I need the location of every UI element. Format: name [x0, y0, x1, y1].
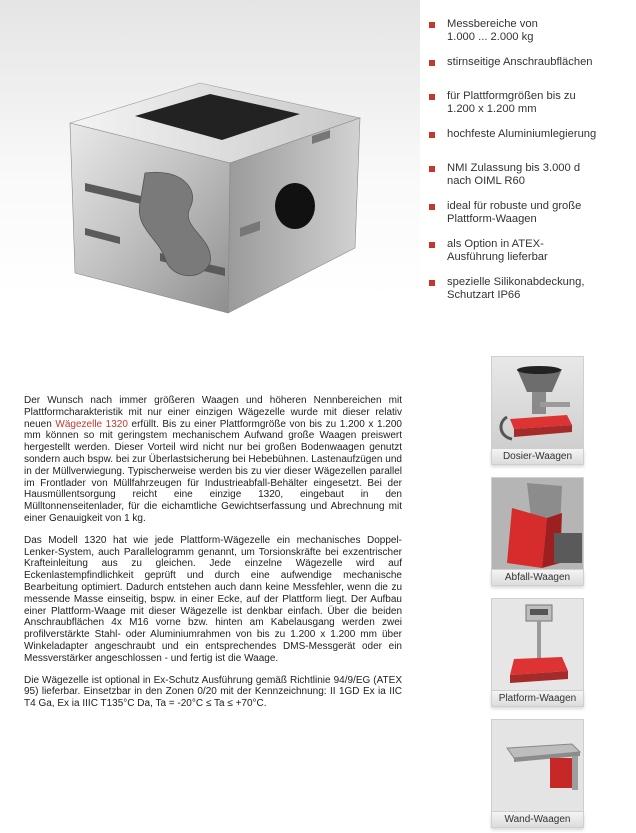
- feature-item: [425, 90, 635, 116]
- feature-line: NMI Zulassung bis 3.000 d: [447, 162, 581, 174]
- bullet-icon: [429, 60, 435, 66]
- load-cell-image: [50, 78, 390, 338]
- feature-line: stirnseitige Anschraubflächen: [447, 56, 593, 68]
- feature-item: [425, 128, 635, 141]
- bullet-icon: [429, 242, 435, 248]
- body-text: [24, 395, 402, 720]
- feature-item: [425, 200, 635, 226]
- thumbnail-caption: Dosier-Waagen: [491, 449, 584, 465]
- feature-item: [425, 162, 635, 188]
- bullet-icon: [429, 166, 435, 172]
- feature-item: [425, 56, 635, 69]
- thumbnail-wand: [491, 719, 584, 828]
- thumbnail-caption: Wand-Waagen: [491, 812, 584, 828]
- feature-line: Schutzart IP66: [447, 289, 521, 301]
- feature-line: 1.200 x 1.200 mm: [447, 103, 537, 115]
- feature-line: 1.000 ... 2.000 kg: [447, 31, 534, 43]
- thumbnail-abfall: [491, 477, 584, 586]
- feature-item: [425, 276, 635, 302]
- dosier-scale-image: [491, 356, 584, 449]
- feature-item: [425, 238, 635, 264]
- feature-item: [425, 18, 635, 44]
- feature-line: hochfeste Aluminiumlegierung: [447, 128, 597, 140]
- bullet-icon: [429, 204, 435, 210]
- platform-scale-image: [491, 598, 584, 691]
- feature-line: Plattform-Waagen: [447, 213, 537, 225]
- bullet-icon: [429, 94, 435, 100]
- bullet-icon: [429, 280, 435, 286]
- product-highlight: Wägezelle 1320: [55, 418, 128, 430]
- feature-line: nach OIML R60: [447, 175, 525, 187]
- thumbnail-platform: [491, 598, 584, 707]
- paragraph-design: Das Modell 1320 hat wie jede Plattform-Wägezelle ein mechanisches Doppel-Lenker-System, auch Parallelogramm genannt, um Torsionskräfte bei exzentrischer Krafteinleitung aus zu gleichen. Jede einzelne Wägezelle wird auf Eckenlastempfindlichkeit geprüft und durch eine aufwendige mechanische Bearbeitung optimiert. Dadurch entstehen auch dann keine Messfehler, wenn die zu messende Masse einseitig, bspw. in einer Ecke, auf der Plattform liegt. Der Aufbau einer Plattform-Waage mit dieser Wägezelle ist denkbar einfach. Über die beiden Anschraubflächen 4x M16 vorne bzw. hinten am Kabelausgang werden zwei profilverstärkte Stahl- oder Aluminiumrahmen von bis zu 1.200 x 1.200 mm über Winkeladapter angeschraubt und ein entsprechendes DMS-Messgerät oder ein Messverstärker angeschlossen - und fertig ist die Waage.: [24, 534, 402, 664]
- paragraph-text: Der Wunsch nach immer größeren Waagen und höheren Nennbereichen mit Plattformcharakteristik mit nur einer einzigen Wägezelle wurde mit dieser relativ neuen: [24, 395, 402, 430]
- thumbnail-dosier: [491, 356, 584, 465]
- paragraph-atex: Die Wägezelle ist optional in Ex-Schutz Ausführung gemäß Richtlinie 94/9/EG (ATEX 95) lieferbar. Einsetzbar in den Zonen 0/20 mit der Kennzeichnung: II 1GD Ex ia IIC T4 Ga, Ex ia IIIC T135°C Da, Ta = -20°C ≤ Ta ≤ +70°C.: [24, 674, 402, 710]
- bullet-icon: [429, 132, 435, 138]
- feature-list: [425, 14, 635, 302]
- feature-line: spezielle Silikonabdeckung,: [447, 276, 585, 288]
- feature-line: als Option in ATEX-: [447, 238, 544, 250]
- feature-line: Ausführung lieferbar: [447, 251, 548, 263]
- thumbnail-caption: Platform-Waagen: [491, 691, 584, 707]
- feature-line: ideal für robuste und große: [447, 200, 582, 212]
- feature-line: für Plattformgrößen bis zu: [447, 90, 576, 102]
- wand-scale-image: [491, 719, 584, 812]
- abfall-scale-image: [491, 477, 584, 570]
- bullet-icon: [429, 22, 435, 28]
- thumbnail-caption: Abfall-Waagen: [491, 570, 584, 586]
- paragraph-intro: [24, 395, 402, 525]
- paragraph-text: erfüllt. Bis zu einer Plattformgröße von bis zu 1.200 x 1.200 mm können so mit geringstem mechanischem Aufwand große Waagen preiswert hergestellt werden. Dieser Vorteil wird nicht nur bei großen Bodenwaagen genutzt sondern auch bspw. bei zur Überlastsicherung bei Hebebühnen. Lastenaufzügen und in der Müllverwiegung. Typischerweise werden bis zu vier dieser Wägezellen parallel im Frontlader von Müllfahrzeugen für Industrieabfall-Behälter eingesetzt. Bei der Hausmüllentsorgung reicht eine einzige 1320, eingebaut in den Mülltonnenseitenlader, für die eichamtliche Gewichtserfassung und Abrechnung mit einer Genauigkeit von 1 kg.: [24, 418, 402, 524]
- feature-line: Messbereiche von: [447, 18, 538, 30]
